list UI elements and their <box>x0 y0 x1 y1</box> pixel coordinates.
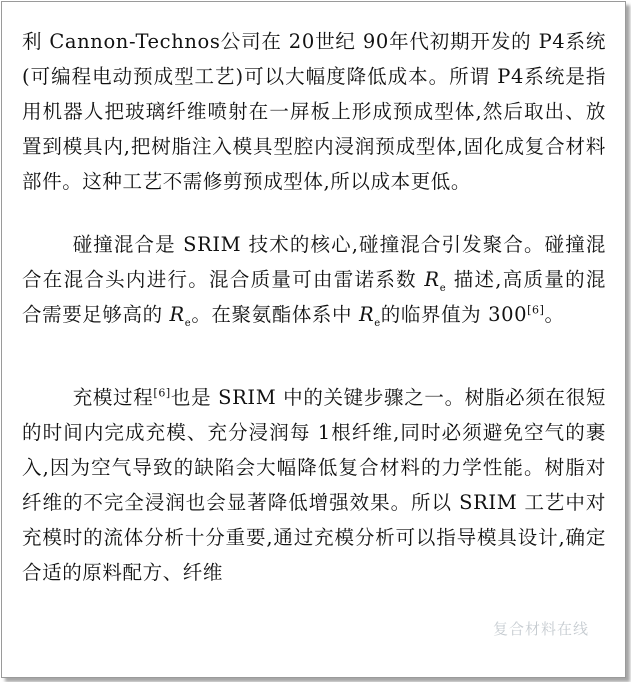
reynolds-symbol: R <box>424 268 440 291</box>
paragraph-gap <box>22 199 606 227</box>
paragraph-text-3: 。在聚氨酯体系中 <box>191 303 359 326</box>
reynolds-subscript: e <box>374 317 381 329</box>
paragraph-text-2: 描述,高质量的混合需要足够高的 <box>22 268 606 326</box>
paragraph-text: 利 Cannon-Technos公司在 20世纪 90年代初期开发的 P4系统(可编程电动预成型工艺)可以大幅度降低成本。所谓 P4系统是指用机器人把玻璃纤维喷射在一屏板上形成预成型体,然后取出、放置到模具内,把树脂注入模具型腔内浸润预成型体,固化成复合材料部件。这种工艺不需修剪预成型体,所以成本更低。 <box>22 30 606 193</box>
citation-ref: [6] <box>527 303 545 317</box>
reynolds-subscript: e <box>184 317 192 329</box>
paragraph-impingement-mixing <box>22 227 606 332</box>
paragraph-text-1: 碰撞混合是 SRIM 技术的核心,碰撞混合引发聚合。碰撞混合在混合头内进行。混合质量可由雷诺系数 <box>22 233 606 291</box>
citation-ref: [6] <box>153 386 171 400</box>
paragraph-p4-system <box>22 24 606 199</box>
paragraph-text-4: 的临界值为 300 <box>380 303 528 326</box>
paragraph-text-5: 。 <box>544 303 565 326</box>
paragraph-text-1: 充模过程 <box>72 386 154 409</box>
paragraph-mold-filling <box>22 380 606 590</box>
document-frame <box>1 1 626 678</box>
reynolds-subscript: e <box>439 282 447 294</box>
document-body <box>22 24 606 590</box>
reynolds-symbol: R <box>358 303 375 326</box>
reynolds-symbol: R <box>169 303 185 326</box>
watermark: 复合材料在线 <box>492 620 589 638</box>
paragraph-gap <box>22 332 606 380</box>
paragraph-text-2: 也是 SRIM 中的关键步骤之一。树脂必须在很短的时间内完成充模、充分浸润每 1根纤维,同时必须避免空气的裹入,因为空气导致的缺陷会大幅降低复合材料的力学性能。树脂对纤维的不完全浸润也会显著降低增强效果。所以 SRIM 工艺中对充模时的流体分析十分重要,通过充模分析可以指导模具设计,确定合适的原料配方、纤维 <box>22 386 606 584</box>
